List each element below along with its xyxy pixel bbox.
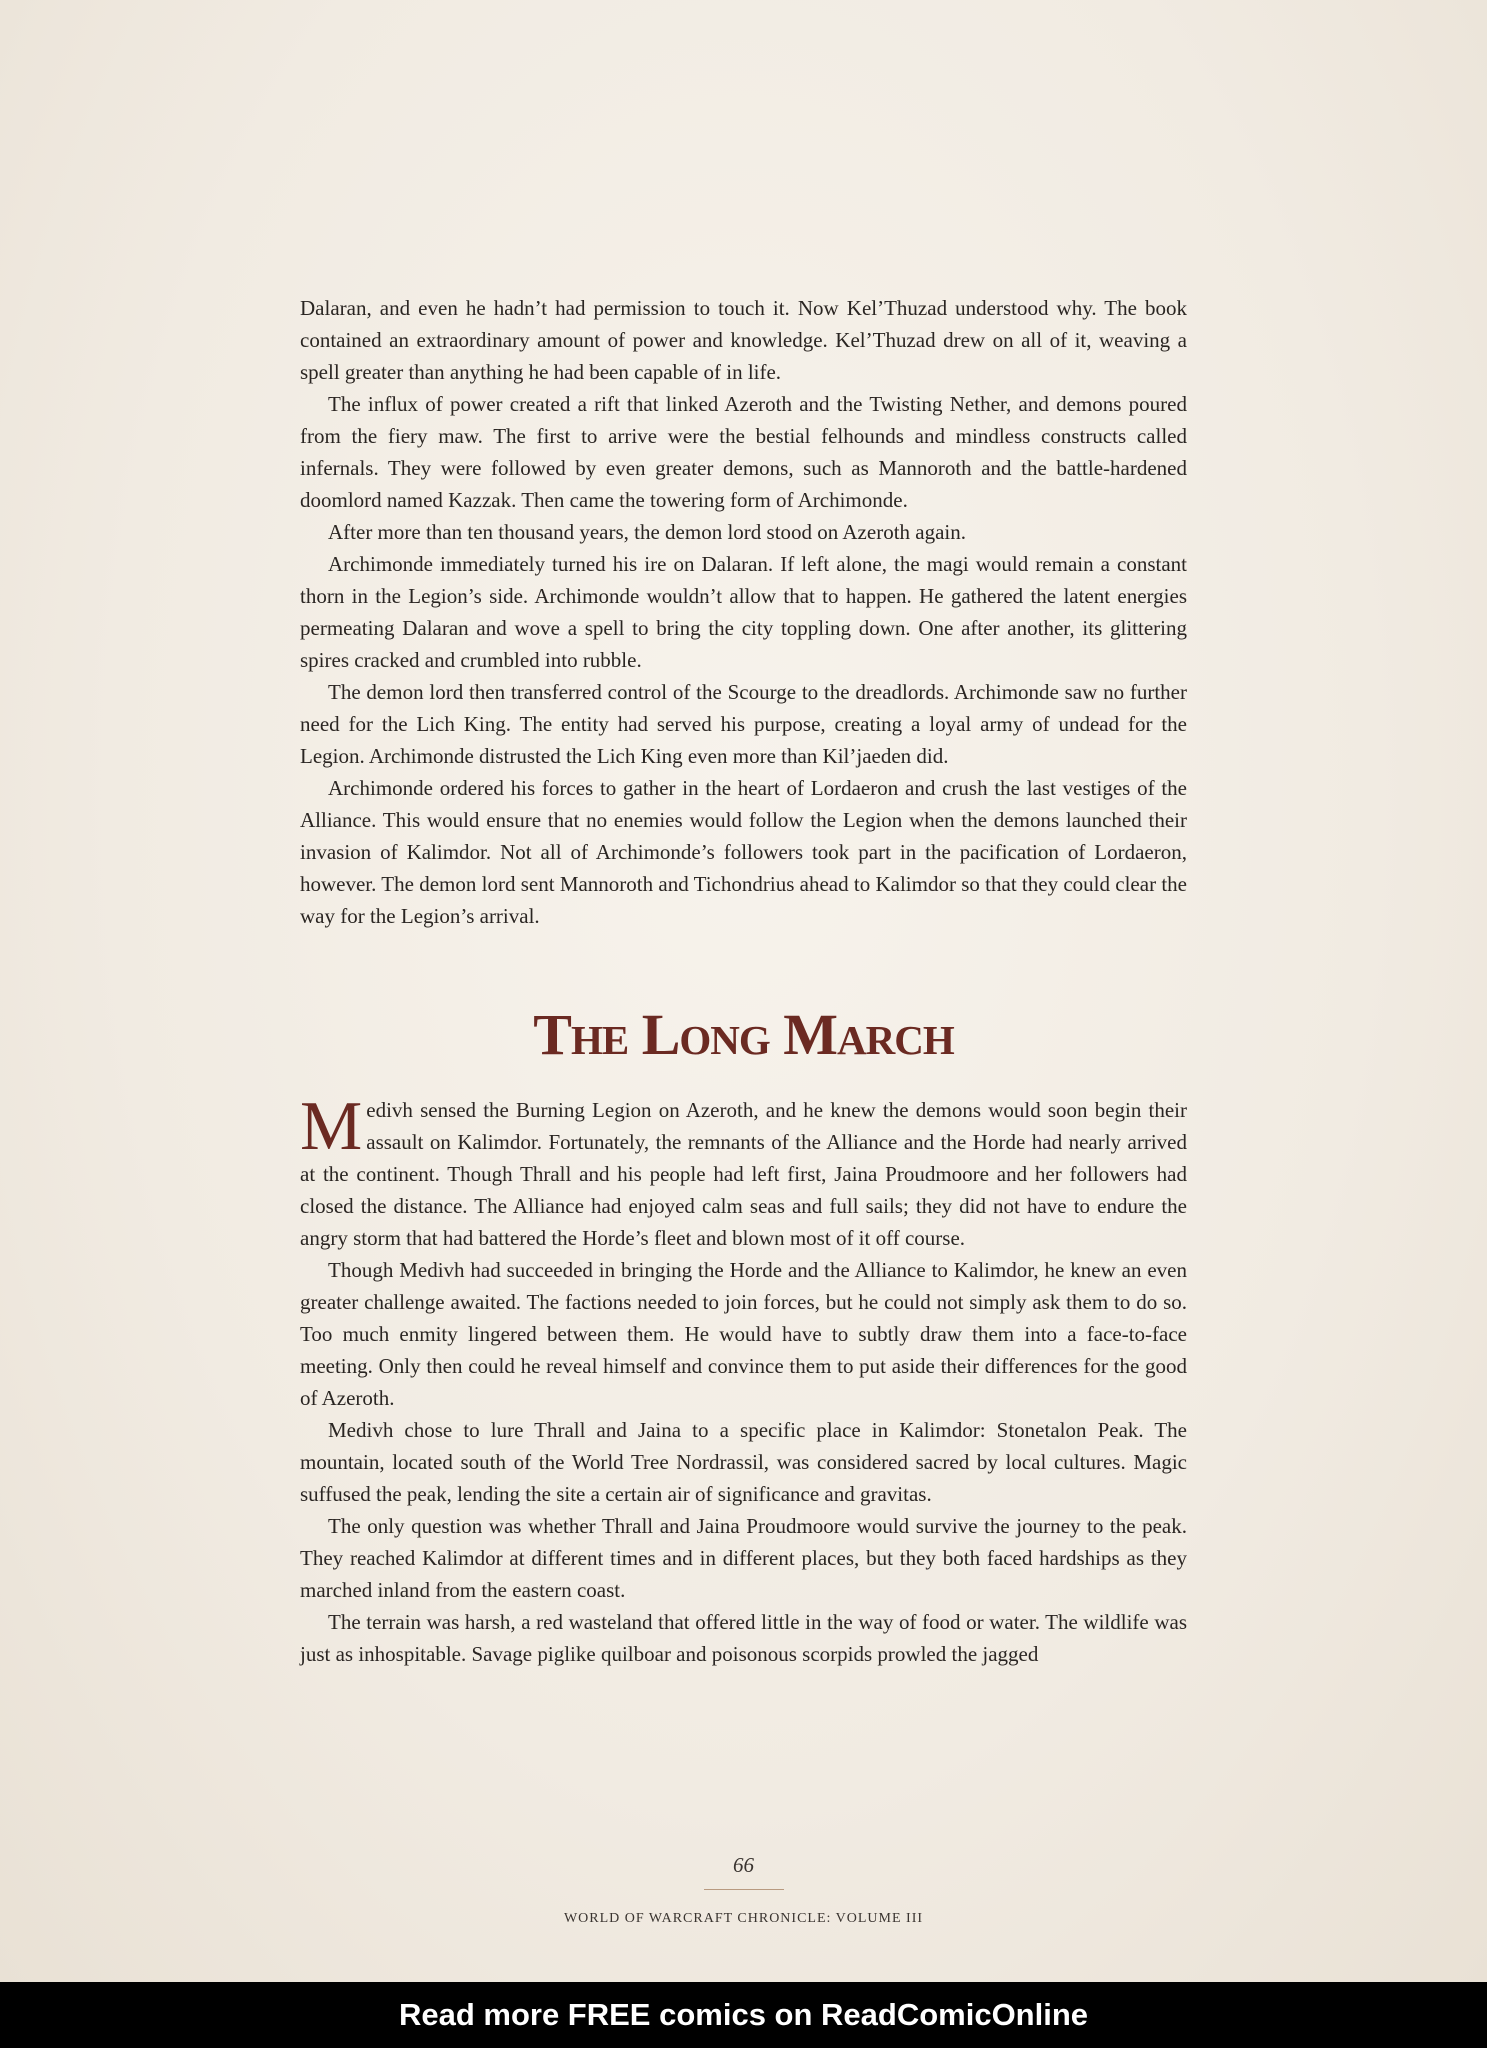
section-text-block: [300, 1088, 1187, 1670]
paragraph: Archimonde ordered his forces to gather in the heart of Lordaeron and crush the last vestiges of the Alliance. This would ensure that no enemies would follow the Legion when the demons launched their invasion of Kalimdor. Not all of Archimonde’s followers took part in the pacification of Lordaeron, however. The demon lord sent Mannoroth and Tichondrius ahead to Kalimdor so that they could clear the way for the Legion’s arrival.: [300, 776, 1187, 928]
page-number: 66: [733, 1853, 754, 1877]
first-paragraph: [300, 1088, 1187, 1254]
paragraph: Dalaran, and even he hadn’t had permission to touch it. Now Kel’Thuzad understood why. The book contained an extraordinary amount of power and knowledge. Kel’Thuzad drew on all of it, weaving a spell greater than anything he had been capable of in life.: [300, 296, 1187, 384]
promo-banner-text[interactable]: Read more FREE comics on ReadComicOnline: [398, 1997, 1089, 2032]
footer-divider: [704, 1889, 784, 1890]
paragraph: Archimonde immediately turned his ire on Dalaran. If left alone, the magi would remain a constant thorn in the Legion’s side. Archimonde wouldn’t allow that to happen. He gathered the latent energies permeating Dalaran and wove a spell to bring the city toppling down. One after another, its glittering spires cracked and crumbled into rubble.: [300, 552, 1187, 672]
running-footer-title: WORLD OF WARCRAFT CHRONICLE: VOLUME III: [563, 1911, 924, 1926]
paragraph: The demon lord then transferred control of the Scourge to the dreadlords. Archimonde saw no further need for the Lich King. The entity had served his purpose, creating a loyal army of undead for the Legion. Archimonde distrusted the Lich King even more than Kil’jaeden did.: [300, 680, 1187, 768]
promo-banner[interactable]: [0, 1982, 1487, 2048]
paragraph: Medivh chose to lure Thrall and Jaina to a specific place in Kalimdor: Stonetalon Peak. The mountain, located south of the World Tree Nordrassil, was considered sacred by local cultures. Magic suffused the peak, lending the site a certain air of significance and gravitas.: [300, 1418, 1187, 1506]
top-text-block: [300, 292, 1187, 932]
drop-cap: M: [300, 1088, 363, 1165]
paragraph: The terrain was harsh, a red wasteland that offered little in the way of food or water. The wildlife was just as inhospitable. Savage piglike quilboar and poisonous scorpids prowled the jagged: [300, 1610, 1187, 1666]
paragraph: Though Medivh had succeeded in bringing the Horde and the Alliance to Kalimdor, he knew an even greater challenge awaited. The factions needed to join forces, but he could not simply ask them to do so. Too much enmity lingered between them. He would have to subtly draw them into a face-to-face meeting. Only then could he reveal himself and convince them to put aside their differences for the good of Azeroth.: [300, 1258, 1187, 1410]
paragraph: After more than ten thousand years, the demon lord stood on Azeroth again.: [328, 520, 966, 544]
paragraph: The only question was whether Thrall and Jaina Proudmoore would survive the journey to the peak. They reached Kalimdor at different times and in different places, but they both faced hardships as they marched inland from the eastern coast.: [300, 1514, 1187, 1602]
first-paragraph-text: edivh sensed the Burning Legion on Azeroth, and he knew the demons would soon begin their assault on Kalimdor. Fortunately, the remnants of the Alliance and the Horde had nearly arrived at the continent. Though Thrall and his people had left first, Jaina Proudmoore and her followers had closed the distance. The Alliance had enjoyed calm seas and full sails; they did not have to endure the angry storm that had battered the Horde’s fleet and blown most of it off course.: [300, 1098, 1187, 1250]
section-title: The Long March: [533, 1002, 954, 1067]
paragraph: The influx of power created a rift that linked Azeroth and the Twisting Nether, and demons poured from the fiery maw. The first to arrive were the bestial felhounds and mindless constructs called infernals. They were followed by even greater demons, such as Mannoroth and the battle-hardened doomlord named Kazzak. Then came the towering form of Archimonde.: [300, 392, 1187, 512]
